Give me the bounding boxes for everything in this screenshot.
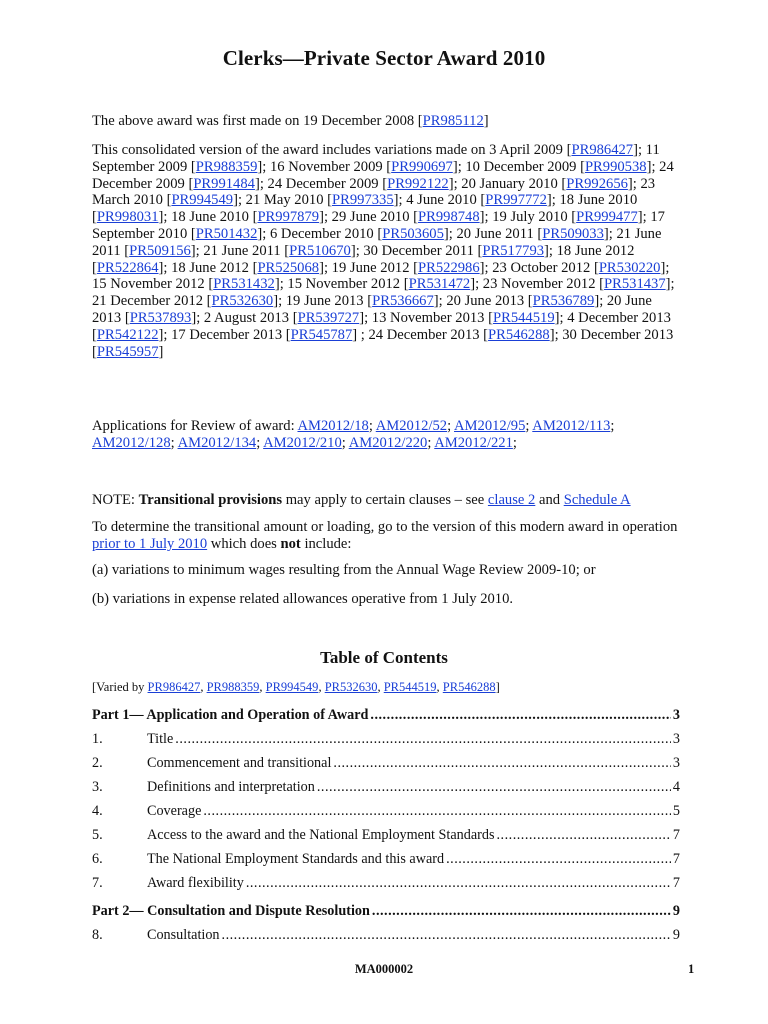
toc-entry-number: 3. [92, 779, 103, 795]
variation-bracket: ] [350, 242, 356, 259]
variation-date: ; 17 September 2010 [ [92, 209, 665, 242]
variation-date: ; 18 June 2012 [ [163, 259, 258, 276]
variation-date: ; 19 July 2010 [ [484, 209, 577, 226]
variation-link[interactable]: PR522864 [96, 259, 159, 276]
toc-clause-5[interactable] [92, 826, 680, 844]
variation-date: ; 29 June 2010 [ [323, 209, 418, 226]
toc-leader [370, 706, 671, 724]
variation-date: ; 20 June 2013 [ [92, 293, 652, 326]
variation-link[interactable]: PR532630 [211, 293, 274, 310]
variation-bracket: ] [479, 259, 485, 276]
variation-date: ; 23 November 2012 [ [475, 276, 604, 293]
varied-separator: , [436, 680, 443, 694]
variation-link[interactable]: PR991484 [193, 175, 255, 192]
variation-bracket: ] [257, 225, 263, 242]
toc-clause-8[interactable] [92, 926, 680, 944]
variation-link[interactable]: PR510670 [289, 242, 351, 259]
review-application-link[interactable]: AM2012/128 [92, 434, 171, 451]
variation-bracket: ] [158, 326, 164, 343]
varied-link[interactable]: PR546288 [442, 680, 496, 694]
variation-bracket: ] [158, 209, 164, 226]
first-made-text: The above award was first made on 19 December 2008 [ [92, 113, 423, 129]
toc-clause-6[interactable] [92, 850, 680, 868]
toc-page-number: 5 [672, 803, 680, 819]
variation-link[interactable]: PR998031 [96, 209, 159, 226]
toc-entry-number: 6. [92, 851, 103, 867]
variation-bracket: ] [319, 259, 324, 276]
toc-entry-number: 2. [92, 755, 103, 771]
toc-page-number: 4 [672, 779, 680, 795]
review-separator: ; [427, 434, 435, 451]
review-application-link[interactable]: AM2012/134 [177, 434, 257, 451]
review-label: Applications for Review of award: [92, 418, 298, 434]
toc-clause-4[interactable] [92, 802, 680, 820]
toc-leader [246, 874, 671, 892]
toc-page-number: 9 [672, 903, 680, 919]
toc-leader [175, 730, 671, 748]
review-application-link[interactable]: AM2012/52 [375, 418, 448, 434]
review-application-link[interactable]: AM2012/113 [532, 418, 611, 434]
variation-bracket: ] [273, 293, 279, 310]
toc-leader [203, 802, 671, 820]
variation-bracket: ] [433, 293, 439, 310]
variation-date: ; 10 December 2009 [ [457, 158, 585, 175]
transitional-note [92, 492, 680, 509]
page-number: 1 [688, 962, 695, 976]
review-separator: ; [341, 434, 349, 451]
prior-version-link[interactable]: prior to 1 July 2010 [92, 535, 208, 552]
variation-date: ; 11 September 2009 [ [92, 142, 660, 175]
review-application-link[interactable]: AM2012/18 [297, 418, 369, 434]
first-made-paragraph [92, 113, 680, 130]
consolidated-intro: This consolidated version of the award includes variations made on [92, 142, 490, 158]
variation-date: ; 23 October 2012 [ [484, 259, 599, 276]
variation-bracket: ] [319, 209, 324, 226]
variation-link[interactable]: PR503605 [382, 225, 444, 242]
toc-page-number: 7 [672, 827, 680, 843]
toc-title: Table of Contents [320, 648, 448, 667]
variation-bracket: ] [191, 309, 197, 326]
variation-link[interactable]: PR536789 [532, 293, 595, 310]
review-separator: ; [610, 418, 615, 434]
toc-page-number: 7 [672, 875, 680, 891]
variation-date: ; 18 June 2010 [ [163, 209, 258, 226]
variation-bracket: ] [158, 259, 164, 276]
toc-page-number: 3 [672, 707, 680, 723]
review-applications-paragraph [92, 418, 680, 452]
review-separator: ; [256, 434, 264, 451]
review-application-link[interactable]: AM2012/220 [348, 434, 428, 451]
variation-date: ; 4 December 2013 [ [92, 309, 671, 343]
toc-entry-text: Title [147, 731, 174, 747]
varied-link[interactable]: PR986427 [147, 680, 201, 694]
toc-entry-number: 5. [92, 827, 103, 843]
variation-date: ; 24 December 2009 [ [92, 158, 674, 192]
toc-varied-by [92, 680, 500, 695]
variation-date: ; 13 November 2013 [ [364, 309, 493, 326]
review-separator: ; [368, 418, 376, 434]
variation-link[interactable]: PR992656 [566, 175, 628, 192]
award-code: MA000002 [354, 962, 414, 976]
variation-date: ; 30 December 2013 [ [92, 326, 674, 360]
varied-separator: , [259, 680, 266, 694]
variation-link[interactable]: PR531432 [213, 276, 275, 293]
variation-date: ; 24 December 2009 [ [259, 175, 388, 192]
toc-page-number: 3 [672, 731, 680, 747]
review-separator: ; [512, 434, 517, 451]
varied-separator: , [377, 680, 384, 694]
item-b: (b) variations in expense related allowances operative from 1 July 2010. [92, 591, 514, 607]
variation-link[interactable]: PR537893 [129, 309, 192, 326]
variation-bracket: ] [660, 259, 666, 276]
toc-entry-text: The National Employment Standards and this award [147, 851, 445, 867]
variation-bracket: ] [158, 343, 164, 360]
review-separator: ; [170, 434, 178, 451]
review-application-link[interactable]: AM2012/221 [434, 434, 513, 451]
variation-bracket: ] [665, 276, 671, 293]
variation-link[interactable]: PR990697 [391, 158, 453, 175]
review-application-link[interactable]: AM2012/95 [454, 418, 526, 434]
toc-leader [372, 902, 671, 920]
variation-link[interactable]: PR997879 [257, 209, 320, 226]
varied-prefix: [Varied by [92, 680, 148, 694]
variation-date: ; 4 June 2010 [ [398, 192, 486, 209]
variation-date: ; 15 November 2012 [ [92, 259, 670, 293]
variation-date: 3 April 2009 [ [489, 142, 572, 158]
variation-bracket: ] [554, 309, 560, 326]
variation-date: ; 30 December 2011 [ [355, 242, 483, 259]
determine-text-3: include: [300, 535, 352, 552]
variation-link[interactable]: PR531472 [408, 276, 471, 293]
variation-link[interactable]: PR539727 [297, 309, 360, 326]
toc-part-2[interactable] [92, 902, 680, 920]
variation-date: ; 24 December 2013 [ [360, 326, 489, 343]
toc-clause-1[interactable] [92, 730, 680, 748]
variation-link[interactable]: PR509156 [129, 242, 191, 259]
variation-bracket: ] [352, 326, 361, 343]
item-a: (a) variations to minimum wages resulting from the Annual Wage Review 2009-10; or [92, 562, 596, 578]
variation-bracket: ] [190, 242, 196, 259]
varied-link[interactable]: PR988359 [206, 680, 260, 694]
variation-bracket: ] [594, 293, 600, 310]
toc-clause-3[interactable] [92, 778, 680, 796]
variation-link[interactable]: PR517793 [482, 242, 545, 259]
variation-date: ; 15 November 2012 [ [279, 276, 409, 293]
variation-link[interactable]: PR542122 [96, 326, 159, 343]
variation-link[interactable]: PR997335 [332, 192, 394, 209]
variation-bracket: ] [233, 192, 238, 209]
toc-clause-2[interactable] [92, 754, 680, 772]
variation-link[interactable]: PR536667 [372, 293, 434, 310]
variation-date: ; 23 March 2010 [ [92, 175, 656, 209]
toc-entry-text: Part 1— Application and Operation of Award [92, 707, 369, 723]
variation-bracket: ] [274, 276, 280, 293]
variation-bracket: ] [544, 242, 549, 259]
variation-date: ; 2 August 2013 [ [196, 309, 298, 326]
note-mid-text: may apply to certain clauses – see [282, 492, 488, 508]
toc-page-number: 3 [672, 755, 680, 771]
toc-page-number: 7 [672, 851, 680, 867]
determine-bold: not [280, 535, 301, 552]
variation-bracket: ] [546, 192, 552, 209]
variation-date: ; 21 June 2011 [ [92, 225, 662, 259]
variation-date: ; 20 June 2011 [ [448, 225, 543, 242]
variation-link[interactable]: PR531437 [604, 276, 666, 293]
variation-bracket: ] [627, 175, 633, 192]
review-separator: ; [525, 418, 533, 434]
variation-date: ; 6 December 2010 [ [262, 225, 383, 242]
variation-link[interactable]: PR501432 [195, 225, 258, 242]
variation-bracket: ] [393, 192, 399, 209]
toc-entry-text: Access to the award and the National Employment Standards [147, 827, 495, 843]
varied-separator: , [318, 680, 325, 694]
variation-link[interactable]: PR990538 [584, 158, 647, 175]
toc-entry-text: Definitions and interpretation [147, 779, 315, 795]
toc-entry-text: Coverage [147, 803, 202, 819]
first-made-close: ] [483, 113, 489, 129]
variation-date: ; 17 December 2013 [ [163, 326, 291, 343]
variation-date: ; 19 June 2012 [ [323, 259, 418, 276]
toc-leader [222, 926, 671, 944]
variation-bracket: ] [359, 309, 365, 326]
determine-paragraph [92, 519, 680, 553]
note-bold-text: Transitional provisions [138, 492, 283, 508]
variation-bracket: ] [470, 276, 476, 293]
variation-link[interactable]: PR544519 [492, 309, 555, 326]
variation-bracket: ] [448, 175, 454, 192]
variation-bracket: ] [603, 225, 609, 242]
variation-date: ; 21 May 2010 [ [237, 192, 332, 209]
variation-bracket: ] [443, 225, 449, 242]
variation-link[interactable]: PR988359 [195, 158, 258, 175]
variation-bracket: ] [452, 158, 458, 175]
determine-text-2: which does [207, 535, 281, 552]
variation-link[interactable]: PR525068 [257, 259, 320, 276]
varied-separator: , [200, 680, 207, 694]
variation-date: ; 19 June 2013 [ [278, 293, 373, 310]
variation-link[interactable]: PR986427 [571, 142, 634, 158]
varied-link[interactable]: PR532630 [324, 680, 378, 694]
variation-link[interactable]: PR992122 [387, 175, 449, 192]
toc-page-number: 9 [672, 927, 680, 943]
variation-link[interactable]: PR545787 [290, 326, 353, 343]
variation-link[interactable]: PR509033 [542, 225, 604, 242]
toc-entry-number: 1. [92, 731, 103, 747]
varied-suffix: ] [495, 680, 500, 694]
variation-link[interactable]: PR530220 [598, 259, 661, 276]
note-prefix: NOTE: [92, 492, 139, 508]
toc-entry-number: 4. [92, 803, 103, 819]
review-separator: ; [447, 418, 455, 434]
toc-entry-text: Award flexibility [147, 875, 244, 891]
first-made-link[interactable]: PR985112 [422, 113, 484, 129]
variation-bracket: ] [646, 158, 652, 175]
toc-leader [317, 778, 671, 796]
toc-entry-text: Consultation [147, 927, 220, 943]
variation-link[interactable]: PR546288 [488, 326, 550, 343]
variation-date: ; 21 June 2011 [ [195, 242, 290, 259]
variation-bracket: ] [479, 209, 485, 226]
toc-part-1[interactable] [92, 706, 680, 724]
variation-date: ; 20 June 2013 [ [438, 293, 533, 310]
clause-2-link[interactable]: clause 2 [487, 492, 536, 508]
variation-date: ; 18 June 2010 [ [92, 192, 638, 226]
toc-leader [333, 754, 671, 772]
variation-date: ; 20 January 2010 [ [453, 175, 567, 192]
review-application-link[interactable]: AM2012/210 [263, 434, 342, 451]
varied-link[interactable]: PR544519 [383, 680, 437, 694]
variation-link[interactable]: PR545957 [96, 343, 159, 360]
toc-entry-number: 7. [92, 875, 103, 891]
variation-date: ; 21 December 2012 [ [92, 276, 675, 310]
variation-link[interactable]: PR998748 [418, 209, 480, 226]
toc-clause-7[interactable] [92, 874, 680, 892]
variation-link[interactable]: PR994549 [171, 192, 234, 209]
varied-link[interactable]: PR994549 [265, 680, 319, 694]
determine-text-1: To determine the transitional amount or loading, go to the version of this modern award in operation [92, 519, 678, 535]
variation-bracket: ] [257, 158, 263, 175]
schedule-a-link[interactable]: Schedule A [563, 492, 631, 508]
variation-date: ; 16 November 2009 [ [262, 158, 392, 175]
variation-bracket: ] [637, 209, 643, 226]
variation-link[interactable]: PR999477 [576, 209, 638, 226]
variation-bracket: ] [633, 142, 638, 158]
variation-date: ; 18 June 2012 [ [92, 242, 635, 276]
page-title: Clerks—Private Sector Award 2010 [222, 46, 546, 70]
toc-entry-text: Commencement and transitional [147, 755, 332, 771]
variation-bracket: ] [254, 175, 260, 192]
note-and-text: and [535, 492, 564, 508]
variation-link[interactable]: PR997772 [485, 192, 547, 209]
toc-leader [497, 826, 671, 844]
consolidated-variations-paragraph [92, 142, 680, 360]
toc-leader [446, 850, 671, 868]
variation-link[interactable]: PR522986 [418, 259, 480, 276]
toc-entry-text: Part 2— Consultation and Dispute Resolution [92, 903, 370, 919]
toc-entry-number: 8. [92, 927, 103, 943]
variation-bracket: ] [549, 326, 555, 343]
